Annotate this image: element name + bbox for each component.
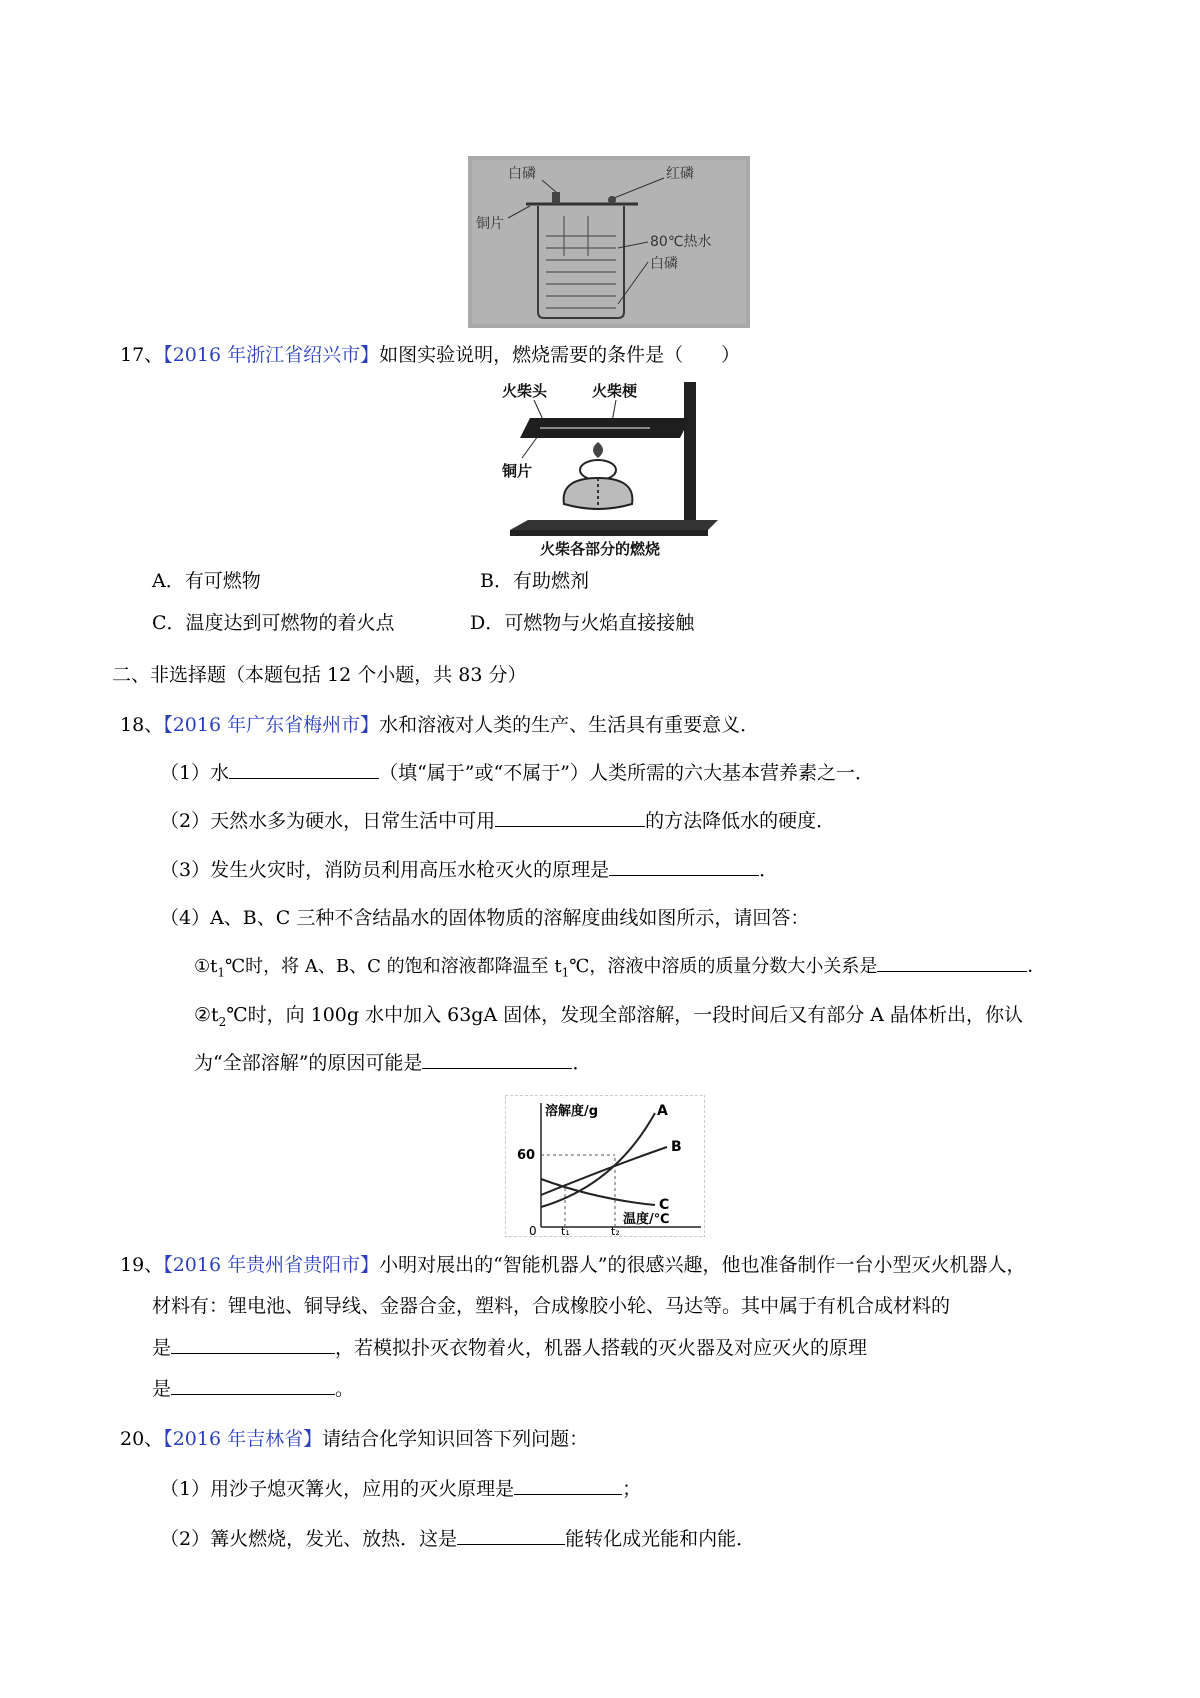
q18-part-3: （3）发生火灾时，消防员利用高压水枪灭火的原理是 ． bbox=[160, 855, 778, 882]
solubility-curve-figure bbox=[505, 1095, 705, 1237]
chart-ytick: 60 bbox=[517, 1148, 536, 1163]
question-number: 17、 bbox=[120, 344, 164, 366]
chart-origin: 0 bbox=[529, 1224, 537, 1237]
chart-xtick-t1: t₁ bbox=[561, 1225, 570, 1237]
beaker-experiment-figure bbox=[468, 156, 750, 328]
label-white-phosphorus-water: 白磷 bbox=[650, 256, 678, 272]
q19-line-2: 材料有：锂电池、铜导线、金器合金，塑料，合成橡胶小轮、马达等。其中属于有机合成材料的 bbox=[152, 1295, 951, 1317]
question-text: 如图实验说明，燃烧需要的条件是（ ） bbox=[379, 344, 741, 366]
chart-xtick-t2: t₂ bbox=[611, 1225, 620, 1237]
q18-part-2: （2）天然水多为硬水，日常生活中可用 的方法降低水的硬度． bbox=[160, 806, 835, 833]
series-label-c: C bbox=[659, 1197, 670, 1213]
option-c: C．温度达到可燃物的着火点 bbox=[152, 612, 395, 634]
question-text: 水和溶液对人类的生产、生活具有重要意义． bbox=[379, 714, 760, 736]
label-white-phosphorus-top: 白磷 bbox=[508, 166, 536, 182]
question-number: 18、 bbox=[120, 714, 164, 736]
label-match-head: 火柴头 bbox=[502, 382, 548, 400]
source-tag: 【2016 年贵州省贵阳市】 bbox=[163, 1254, 380, 1276]
q19-line-4: 是 。 bbox=[152, 1374, 354, 1401]
section-title: 二、非选择题（本题包括 12 个小题，共 83 分） bbox=[112, 664, 527, 686]
question-18 bbox=[120, 710, 759, 737]
question-text: 请结合化学知识回答下列问题： bbox=[322, 1428, 589, 1450]
q18-sub-1: $①t_1℃$时，将 A、B、C 的饱和溶液都降温至 $t_1℃$，溶液中溶质的质量分数大小关系是 ． bbox=[194, 952, 1045, 980]
q19-line-3: 是 ，若模拟扑灭衣物着火，机器人搭载的灭火器及对应灭火的原理 bbox=[152, 1333, 867, 1360]
match-experiment-figure bbox=[500, 378, 718, 558]
label-hot-water: 80℃热水 bbox=[650, 234, 712, 250]
figure-caption: 火柴各部分的燃烧 bbox=[540, 540, 661, 558]
question-19 bbox=[120, 1250, 1026, 1277]
question-number: 19、 bbox=[120, 1254, 164, 1276]
label-copper-plate: 铜片 bbox=[476, 216, 504, 232]
option-b: B．有助燃剂 bbox=[480, 570, 589, 592]
question-number: 20、 bbox=[120, 1428, 164, 1450]
q20-part-2: （2）篝火燃烧，发光、放热．这是 能转化成光能和内能． bbox=[160, 1524, 755, 1551]
q18-part-1: （1）水 （填“属于”或“不属于”）人类所需的六大基本营养素之一． bbox=[160, 758, 874, 785]
source-tag: 【2016 年吉林省】 bbox=[163, 1428, 323, 1450]
chart-ylabel: 溶解度/g bbox=[545, 1104, 599, 1119]
label-match-stick: 火柴梗 bbox=[592, 382, 638, 400]
series-label-b: B bbox=[671, 1139, 682, 1155]
option-d: D．可燃物与火焰直接接触 bbox=[470, 612, 695, 634]
question-20 bbox=[120, 1424, 588, 1451]
source-tag: 【2016 年浙江省绍兴市】 bbox=[163, 344, 380, 366]
question-text: 小明对展出的“智能机器人”的很感兴趣，他也准备制作一台小型灭火机器人， bbox=[379, 1254, 1026, 1276]
label-red-phosphorus: 红磷 bbox=[666, 166, 694, 182]
series-label-a: A bbox=[657, 1103, 668, 1119]
q20-part-1: （1）用沙子熄灭篝火，应用的灭火原理是 ； bbox=[160, 1474, 641, 1501]
question-17 bbox=[120, 340, 740, 367]
source-tag: 【2016 年广东省梅州市】 bbox=[163, 714, 380, 736]
q18-part-4: （4）A、B、C 三种不含结晶水的固体物质的溶解度曲线如图所示，请回答： bbox=[160, 907, 810, 929]
q18-sub-2-cont: 为“全部溶解”的原因可能是 ． bbox=[194, 1048, 591, 1075]
chart-xlabel: 温度/℃ bbox=[623, 1212, 670, 1227]
label-copper-plate-2: 铜片 bbox=[502, 462, 533, 480]
option-a: A．有可燃物 bbox=[152, 570, 261, 592]
q18-sub-2: $②t_2℃$时，向 100g 水中加入 63gA 固体，发现全部溶解，一段时间后又有部分 A 晶体析出，你认 bbox=[194, 1004, 1024, 1029]
